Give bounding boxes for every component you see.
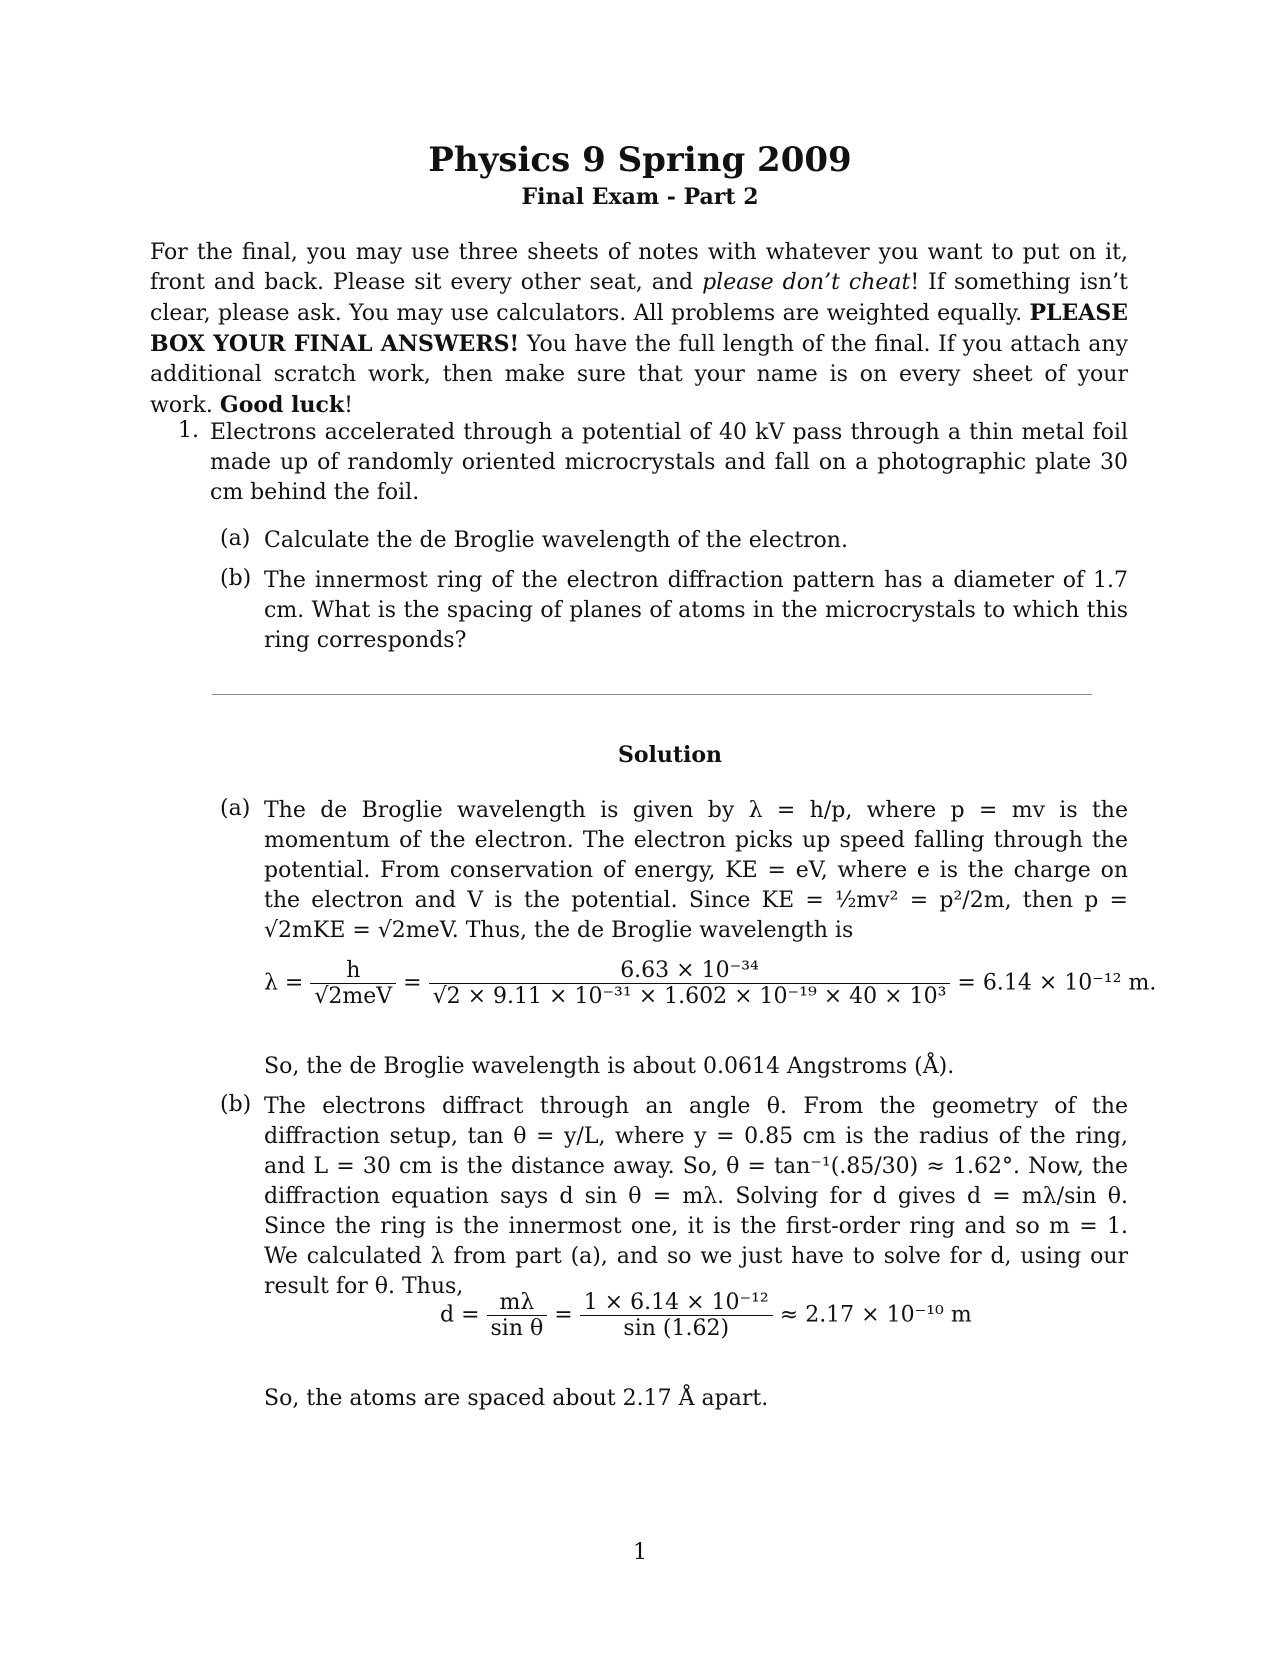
- eq-a-equals: =: [403, 970, 422, 996]
- question-b-text: The innermost ring of the electron diffraction pattern has a diameter of 1.7 cm. What is the spacing of planes of atoms in the microcrystals to which this ring corresponds?: [264, 568, 1128, 653]
- eq-b-num-1: mλ: [487, 1290, 548, 1316]
- page-subtitle: Final Exam - Part 2: [521, 184, 759, 210]
- instructions-text-4: !: [344, 393, 353, 418]
- eq-a-fraction-2: [429, 958, 951, 1009]
- eq-a-fraction-1: [310, 958, 396, 1009]
- eq-b-num-2: 1 × 6.14 × 10⁻¹²: [580, 1290, 773, 1316]
- instructions-emphasis: please don’t cheat: [702, 270, 911, 295]
- instructions-paragraph: [150, 238, 1128, 421]
- instructions-bold-luck: Good luck: [219, 392, 345, 418]
- eq-a-lhs: λ =: [264, 970, 304, 996]
- solution-b-conclusion: So, the atoms are spaced about 2.17 Å apart.: [264, 1386, 769, 1411]
- solution-a-label: (a): [220, 796, 251, 821]
- spacing-equation: [440, 1290, 972, 1341]
- page-number: 1: [633, 1540, 647, 1565]
- eq-b-fraction-1: [487, 1290, 548, 1341]
- eq-b-rhs: ≈ 2.17 × 10⁻¹⁰ m: [779, 1302, 972, 1328]
- instructions-text-1: For the final, you may use three sheets of notes with whatever you want to put on it, front and back. Please sit every other seat, and: [150, 240, 1128, 295]
- page-title: Physics 9 Spring 2009: [428, 140, 852, 180]
- instructions-bold-box: PLEASE BOX YOUR FINAL ANSWERS!: [150, 300, 1128, 357]
- wavelength-equation: [264, 958, 1156, 1009]
- solution-heading: Solution: [617, 742, 723, 768]
- eq-a-den-2: √2 × 9.11 × 10⁻³¹ × 1.602 × 10⁻¹⁹ × 40 × 10³: [432, 984, 947, 1009]
- eq-a-den-1: √2meV: [314, 984, 393, 1009]
- problem-number: 1.: [178, 418, 199, 443]
- question-a-text: Calculate the de Broglie wavelength of the electron.: [264, 528, 848, 553]
- eq-b-den-2: sin (1.62): [623, 1316, 730, 1341]
- solution-b-text: The electrons diffract through an angle θ. From the geometry of the diffraction setup, tan θ = y/L, where y = 0.85 cm is the radius of the ring, and L = 30 cm is the distance away. So, θ = tan⁻¹(.85/30) ≈ 1.62°. Now, the diffraction equation says d sin θ = mλ. Solving for d gives d = mλ/sin θ. Since the ring is the innermost one, it is the first-order ring and so m = 1. We calculated λ from part (a), and so we just have to solve for d, using our result for θ. Thus,: [264, 1094, 1128, 1299]
- solution-a-text: The de Broglie wavelength is given by λ = h/p, where p = mv is the momentum of the electron. The electron picks up speed falling through the potential. From conservation of energy, KE = eV, where e is the charge on the electron and V is the potential. Since KE = ½mv² = p²/2m, then p = √2mKE = √2meV. Thus, the de Broglie wavelength is: [264, 798, 1128, 943]
- eq-a-num-2: 6.63 × 10⁻³⁴: [429, 958, 951, 984]
- solution-b-label: (b): [220, 1092, 252, 1117]
- eq-b-den-1: sin θ: [490, 1316, 544, 1341]
- eq-b-fraction-2: [580, 1290, 773, 1341]
- instructions-text-3: You have the full length of the final. If you attach any additional scratch work, then make sure that your name is on every sheet of your work.: [150, 332, 1129, 418]
- section-divider: [212, 694, 1092, 695]
- solution-a-conclusion: So, the de Broglie wavelength is about 0.0614 Angstroms (Å).: [264, 1054, 955, 1079]
- eq-b-equals: =: [554, 1302, 573, 1328]
- instructions-text-2: ! If something isn’t clear, please ask. You may use calculators. All problems are weighted equally.: [150, 270, 1128, 326]
- question-b-label: (b): [220, 566, 252, 591]
- question-a-label: (a): [220, 526, 251, 551]
- eq-b-lhs: d =: [440, 1302, 480, 1328]
- eq-a-num-1: h: [310, 958, 396, 984]
- problem-statement: Electrons accelerated through a potential of 40 kV pass through a thin metal foil made up of randomly oriented microcrystals and fall on a photographic plate 30 cm behind the foil.: [210, 420, 1128, 505]
- eq-a-rhs: = 6.14 × 10⁻¹² m.: [957, 970, 1157, 996]
